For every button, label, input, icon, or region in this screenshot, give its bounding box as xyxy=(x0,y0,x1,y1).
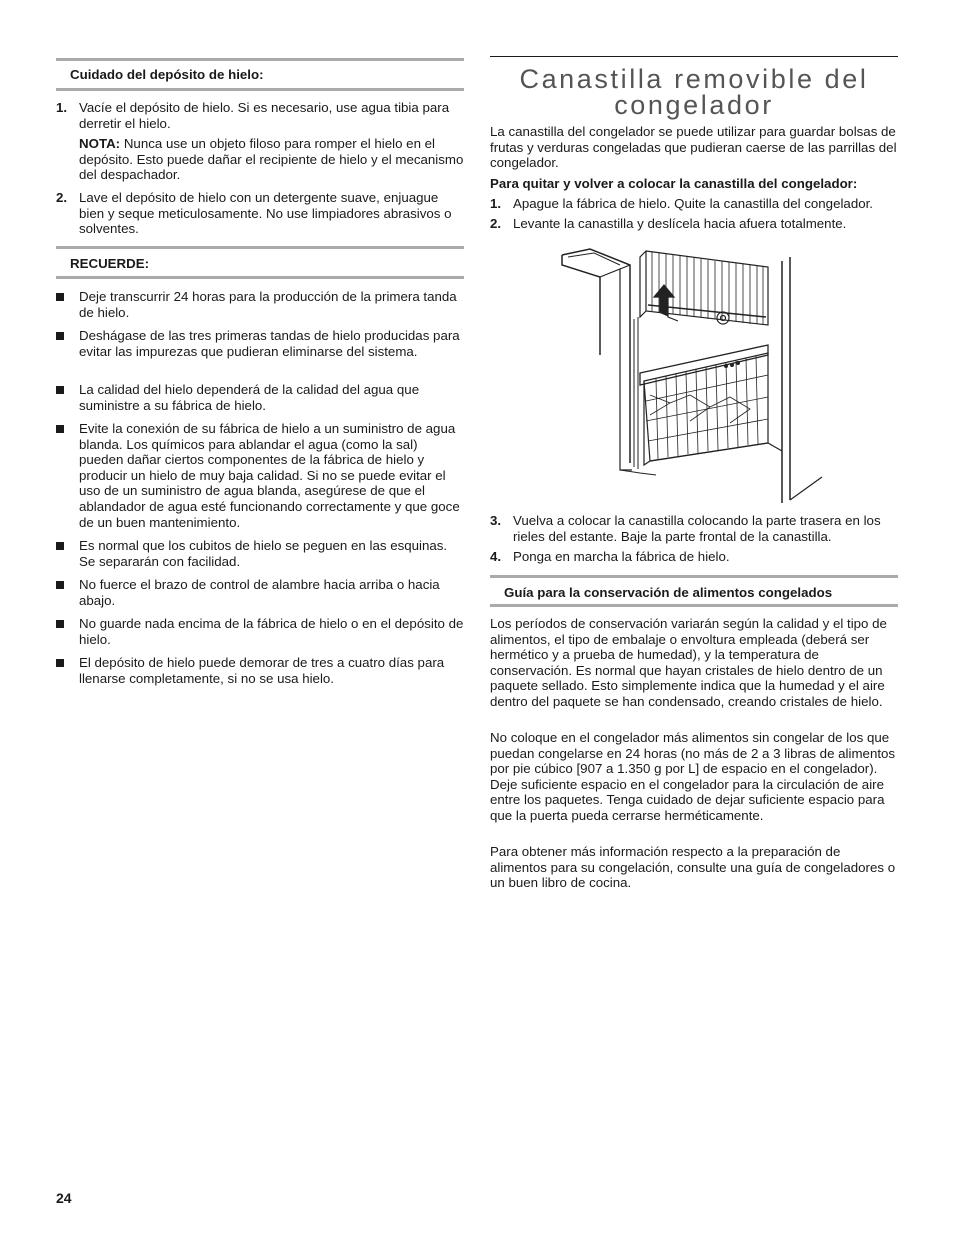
bullet-icon xyxy=(56,386,64,394)
step-number: 2. xyxy=(56,190,68,205)
step-text: Vuelva a colocar la canastilla colocando la parte trasera en los rieles del estante. Baje la parte frontal de la canastilla. xyxy=(513,513,881,544)
guide-paragraph: No coloque en el congelador más alimentos sin congelar de los que puedan congelarse en 24 horas (no más de 2 a 3 libras de alimentos por pie cúbico [907 a 1.350 g por L] de espacio en el congelador). Deje suficiente espacio en el congelador para la circulación de aire entre los paquetes. Tenga cuidado de dejar suficiente espacio para que la puerta pueda cerrarse herméticamente. xyxy=(490,730,896,823)
bullet-text: El depósito de hielo puede demorar de tres a cuatro días para llenarse completamente, si no se usa hielo. xyxy=(79,655,445,686)
section-rule xyxy=(56,246,464,249)
step-text: Ponga en marcha la fábrica de hielo. xyxy=(513,549,730,564)
bullet-text: Es normal que los cubitos de hielo se peguen en las esquinas. Se separarán con facilidad. xyxy=(79,538,448,569)
bullet-icon xyxy=(56,581,64,589)
list-item xyxy=(490,549,898,565)
note-label: NOTA: xyxy=(79,136,121,151)
list-item xyxy=(56,421,464,530)
title-rule xyxy=(490,56,898,57)
bullet-text: No guarde nada encima de la fábrica de hielo o en el depósito de hielo. xyxy=(79,616,464,647)
page-title: Canastilla removible del congelador xyxy=(519,64,869,120)
list-item xyxy=(56,190,464,237)
note-text: Nunca use un objeto filoso para romper el hielo en el depósito. Esto puede dañar el recipiente de hielo y el mecanismo del despachador. xyxy=(79,136,464,183)
list-item xyxy=(490,216,898,232)
step-text: Lave el depósito de hielo con un detergente suave, enjuague bien y seque meticulosamente. No use limpiadores abrasivos o solventes. xyxy=(79,190,452,237)
bullet-icon xyxy=(56,332,64,340)
guide-paragraph: Para obtener más información respecto a la preparación de alimentos para su congelación, consulte una guía de congeladores o un buen libro de cocina. xyxy=(490,844,896,891)
list-item xyxy=(56,100,464,131)
bullet-icon xyxy=(56,659,64,667)
freezer-basket-illustration xyxy=(560,245,835,507)
note-paragraph xyxy=(79,136,464,183)
list-item xyxy=(56,616,464,647)
intro-paragraph: La canastilla del congelador se puede utilizar para guardar bolsas de frutas y verduras congeladas que pudieran caerse de las parrillas del congelador. xyxy=(490,124,897,171)
bullet-icon xyxy=(56,425,64,433)
step-number: 2. xyxy=(490,216,502,231)
step-text: Vacíe el depósito de hielo. Si es necesario, use agua tibia para derretir el hielo. xyxy=(79,100,450,131)
guide-heading: Guía para la conservación de alimentos congelados xyxy=(504,585,833,600)
bullet-text: Evite la conexión de su fábrica de hielo a un suministro de agua blanda. Los químicos para ablandar el agua (como la sal) pueden dañar ciertos componentes de la fábrica de hielo y producir un hielo de muy baja calidad. Si no se puede evitar el uso de un suministro de agua blanda, asegúrese de que el ablandador de agua esté funcionando correctamente y que goce de un buen mantenimiento. xyxy=(79,421,460,530)
list-item xyxy=(56,382,464,413)
bullet-icon xyxy=(56,620,64,628)
remove-heading: Para quitar y volver a colocar la canastilla del congelador: xyxy=(490,176,858,191)
list-item xyxy=(56,538,464,569)
bullet-icon xyxy=(56,542,64,550)
list-item xyxy=(56,328,464,359)
bullet-text: No fuerce el brazo de control de alambre hacia arriba o hacia abajo. xyxy=(79,577,440,608)
section-rule xyxy=(56,58,464,61)
section-rule xyxy=(56,88,464,91)
remember-heading: RECUERDE: xyxy=(70,256,150,271)
section-rule xyxy=(490,604,898,607)
bullet-text: Deje transcurrir 24 horas para la producción de la primera tanda de hielo. xyxy=(79,289,457,320)
list-item xyxy=(56,577,464,608)
step-text: Levante la canastilla y deslícela hacia afuera totalmente. xyxy=(513,216,847,231)
step-number: 1. xyxy=(56,100,68,115)
guide-paragraph: Los períodos de conservación variarán según la calidad y el tipo de alimentos, el tipo de embalaje o envoltura empleada (deberá ser hermético y a prueba de humedad), y la temperatura de conservación. Es normal que hayan cristales de hielo dentro de un paquete sellado. Esto simplemente indica que la humedad y el aire dentro del paquete se han condensado, creando cristales de hielo. xyxy=(490,616,887,709)
bullet-icon xyxy=(56,293,64,301)
section-rule xyxy=(490,575,898,578)
list-item xyxy=(490,196,898,212)
list-item xyxy=(490,513,898,544)
list-item xyxy=(56,289,464,320)
step-number: 1. xyxy=(490,196,502,211)
step-number: 3. xyxy=(490,513,502,528)
step-text: Apague la fábrica de hielo. Quite la canastilla del congelador. xyxy=(513,196,873,211)
bullet-text: La calidad del hielo dependerá de la calidad del agua que suministre a su fábrica de hielo. xyxy=(79,382,420,413)
list-item xyxy=(56,655,464,686)
step-number: 4. xyxy=(490,549,502,564)
bullet-text: Deshágase de las tres primeras tandas de hielo producidas para evitar las impurezas que pudieran eliminarse del sistema. xyxy=(79,328,460,359)
ice-care-heading: Cuidado del depósito de hielo: xyxy=(70,67,264,82)
section-rule xyxy=(56,276,464,279)
page-number: 24 xyxy=(56,1190,72,1206)
